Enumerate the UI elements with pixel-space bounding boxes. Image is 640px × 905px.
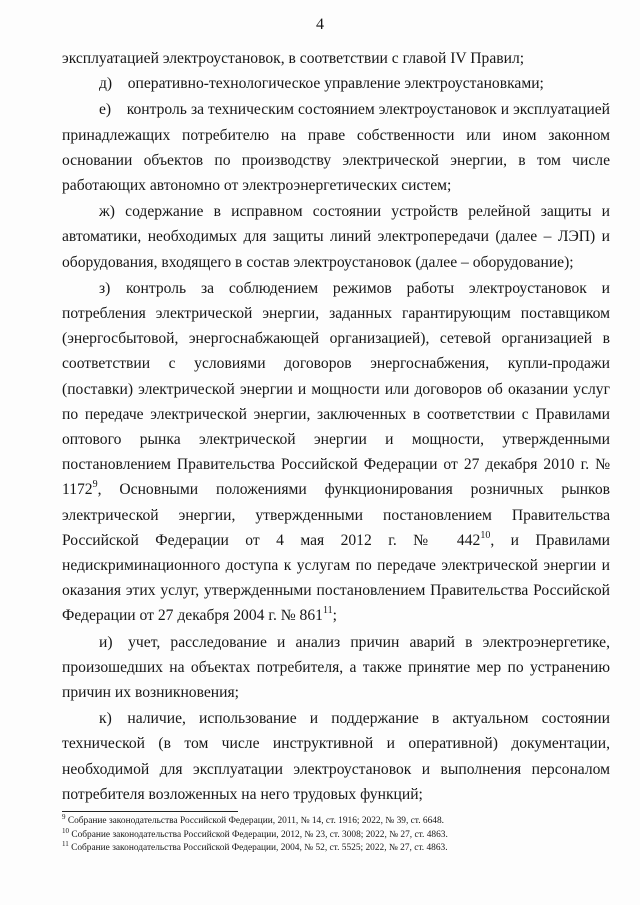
paragraph-i: и) учет, расследование и анализ причин аварий в электроэнергетике, произошедших на объектах потребителя, а также принятие мер по устранению причин их возникновения; — [62, 633, 610, 702]
footnote-mark: 9 — [62, 813, 66, 821]
footnote-9 — [62, 815, 610, 829]
paragraph-e: е) контроль за техническим состоянием электроустановок и эксплуатацией принадлежащих потребителю на праве собственности или ином законном основании объектов по производству электрической энергии, в том числе работающих автономно от электроэнергетических систем; — [62, 101, 610, 195]
footnote-text: Собрание законодательства Российской Федерации, 2004, № 52, ст. 5525; 2022, № 27, ст. 4863. — [68, 843, 448, 854]
paragraph-k: к) наличие, использование и поддержание в актуальном состоянии технической (в том числе инструктивной и оперативной) документации, необходимой для эксплуатации электроустановок и выполнения персоналом потребителя возложенных на него трудовых функций; — [62, 710, 610, 803]
footnote-text: Собрание законодательства Российской Федерации, 2012, № 23, ст. 3008; 2022, № 27, ст. 4863. — [69, 829, 448, 840]
footnote-separator — [62, 811, 238, 812]
footnote-11 — [62, 842, 610, 856]
footnote-ref-11: 11 — [322, 605, 333, 617]
paragraph-z-text-3: , и Правилами недискриминационного доступа к услугам по передаче электрической энергии и оказания этих услуг, утвержденными постановлением Правительства Российской Федерации от 27 декабря 2004 г. № 861 — [62, 531, 610, 625]
paragraph-zh: ж) содержание в исправном состоянии устройств релейной защиты и автоматики, необходимых для защиты линий электропередачи (далее – ЛЭП) и оборудования, входящего в состав электроустановок (далее – оборудование); — [62, 203, 610, 271]
paragraph-z-text-1: з) контроль за соблюдением режимов работы электроустановок и потребления электрической энергии, заданных гарантирующим поставщиком (энергосбытовой, энергоснабжающей организацией), сетевой организацией в соответствии с условиями договоров энергоснабжения, купли-продажи (поставки) электрической энергии и мощности или договоров об оказании услуг по передаче электрической энергии, заключенных в соответствии с Правилами оптового рынка электрической энергии и мощности, утвержденными постановлением Правительства Российской Федерации от 27 декабря 2010 г. № 1172 — [62, 279, 610, 499]
body-text — [62, 46, 610, 807]
paragraph-z-text-2: , Основными положениями функционирования розничных рынков электрической энергии, утвержденными постановлением Правительства Российской Федерации от 4 мая 2012 г. № 442 — [62, 481, 610, 549]
footnote-text: Собрание законодательства Российской Федерации, 2011, № 14, ст. 1916; 2022, № 39, ст. 6648. — [65, 816, 444, 826]
paragraph-d: д) оперативно-технологическое управление электроустановками; — [99, 75, 544, 93]
footnote-ref-9: 9 — [92, 479, 98, 491]
footnote-10 — [62, 826, 610, 843]
footnote-mark: 11 — [62, 840, 69, 849]
page-number: 4 — [316, 16, 324, 33]
footnote-ref-10: 10 — [480, 529, 491, 541]
footnote-mark: 10 — [62, 826, 69, 835]
paragraph-intro: эксплуатацией электроустановок, в соответствии с главой IV Правил; — [62, 50, 525, 67]
paragraph-z — [62, 276, 610, 629]
paragraph-z-text-4: ; — [332, 607, 337, 625]
footnotes — [62, 815, 610, 856]
